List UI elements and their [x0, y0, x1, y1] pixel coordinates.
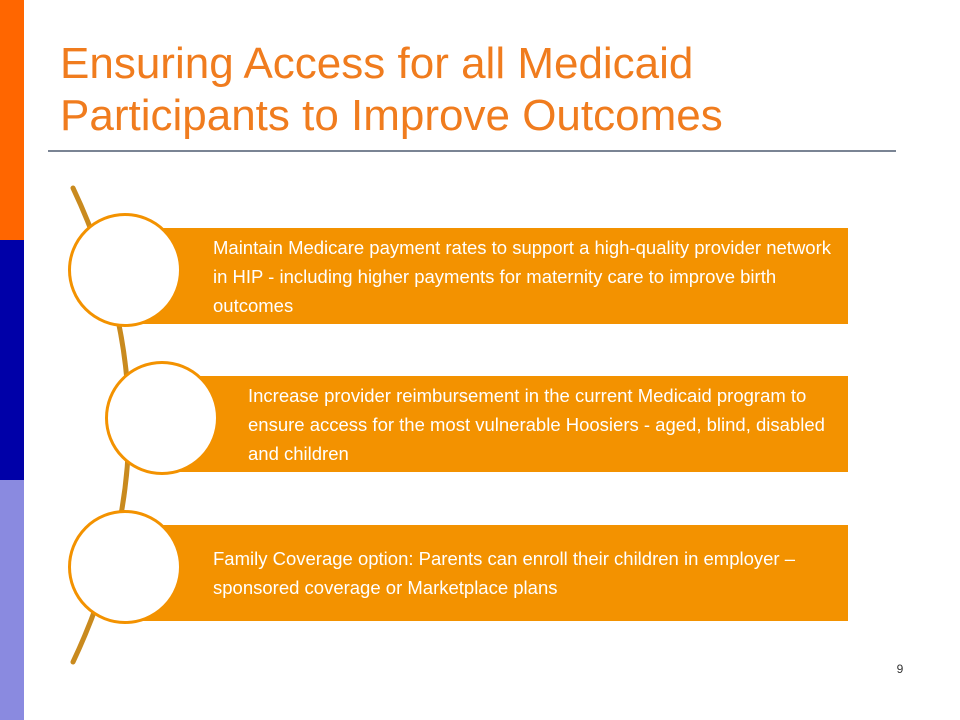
- list-item-1-circle: [68, 213, 182, 327]
- slide-title-line-2: Participants to Improve Outcomes: [60, 91, 723, 140]
- list-item-1-text: Maintain Medicare payment rates to support a high-quality provider network in HIP - including higher payments for maternity care to improve birth outcomes: [213, 236, 832, 316]
- list-item-1: [124, 228, 848, 324]
- list-item-3: [124, 525, 848, 621]
- list-item-2-circle: [105, 361, 219, 475]
- page-number: 9: [896, 662, 904, 676]
- list-item-2-text: Increase provider reimbursement in the current Medicaid program to ensure access for the most vulnerable Hoosiers - aged, blind, disabled and children: [248, 384, 825, 464]
- list-item-3-text: Family Coverage option: Parents can enroll their children in employer –sponsored coverage or Marketplace plans: [213, 548, 796, 598]
- list-item-3-circle: [68, 510, 182, 624]
- list-item-2: [161, 376, 848, 472]
- slide-title-line-1: Ensuring Access for all Medicaid: [60, 39, 694, 88]
